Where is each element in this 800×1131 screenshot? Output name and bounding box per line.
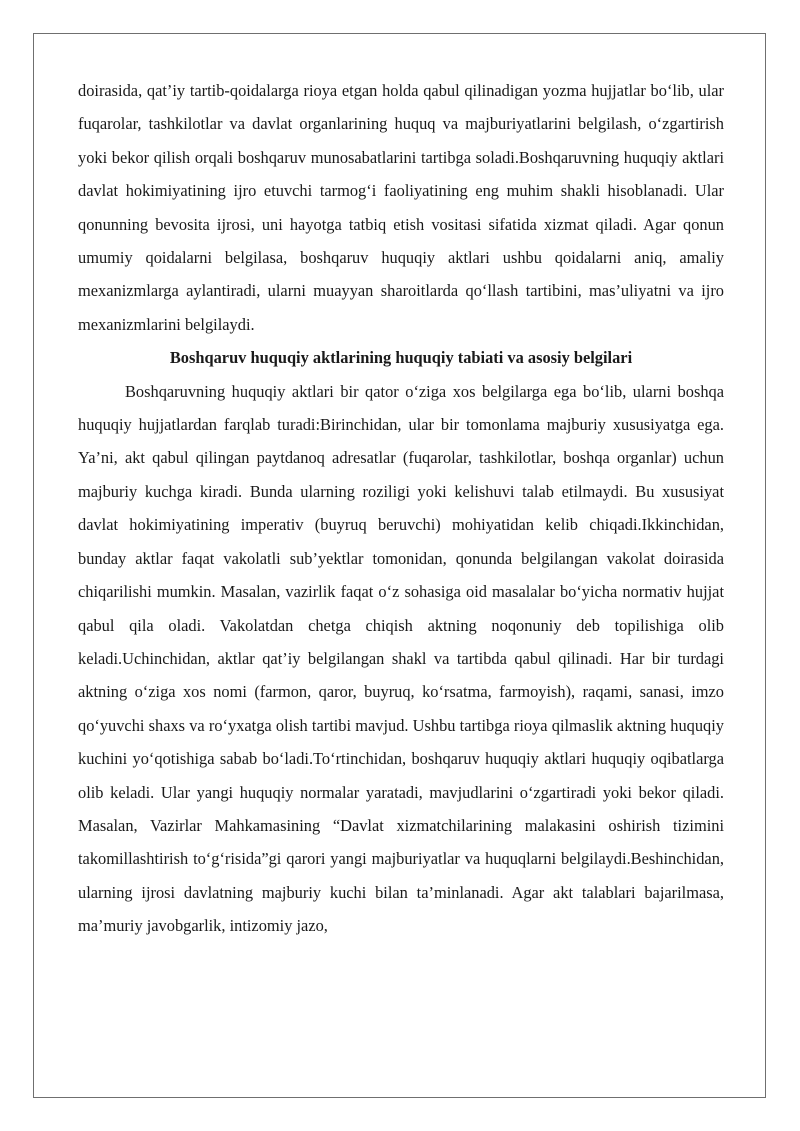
document-body (78, 74, 724, 943)
paragraph-features: Boshqaruvning huquqiy aktlari bir qator o‘ziga xos belgilarga ega bo‘lib, ularni boshqa huquqiy hujjatlardan farqlab turadi:Birinchidan, ular bir tomonlama majburiy xususiyatga ega. Ya’ni, akt qabul qilingan paytdanoq adresatlar (fuqarolar, tashkilotlar, boshqa organlar) uchun majburiy kuchga kiradi. Bunda ularning roziligi yoki kelishuvi talab etilmaydi. Bu xususiyat davlat hokimiyatining imperativ (buyruq beruvchi) mohiyatidan kelib chiqadi.Ikkinchidan, bunday aktlar faqat vakolatli sub’yektlar tomonidan, qonunda belgilangan vakolat doirasida chiqarilishi mumkin. Masalan, vazirlik faqat o‘z sohasiga oid masalalar bo‘yicha normativ hujjat qabul qila oladi. Vakolatdan chetga chiqish aktning noqonuniy deb topilishiga olib keladi.Uchinchidan, aktlar qat’iy belgilangan shakl va tartibda qabul qilinadi. Har bir turdagi aktning o‘ziga xos nomi (farmon, qaror, buyruq, ko‘rsatma, farmoyish), raqami, sanasi, imzo qo‘yuvchi shaxs va ro‘yxatga olish tartibi mavjud. Ushbu tartibga rioya qilmaslik aktning huquqiy kuchini yo‘qotishiga sabab bo‘ladi.To‘rtinchidan, boshqaruv huquqiy aktlari huquqiy oqibatlarga olib keladi. Ular yangi huquqiy normalar yaratadi, mavjudlarini o‘zgartiradi yoki bekor qiladi. Masalan, Vazirlar Mahkamasining “Davlat xizmatchilarining malakasini oshirish tizimini takomillashtirish to‘g‘risida”gi qarori yangi majburiyatlar va huquqlarni belgilaydi.Beshinchidan, ularning ijrosi davlatning majburiy kuchi bilan ta’minlanadi. Agar akt talablari bajarilmasa, ma’muriy javobgarlik, intizomiy jazo, (78, 381, 724, 936)
paragraph-intro: doirasida, qat’iy tartib-qoidalarga rioya etgan holda qabul qilinadigan yozma hujjatlar bo‘lib, ular fuqarolar, tashkilotlar va davlat organlarining huquq va majburiyatlarini belgilash, o‘zgartirish yoki bekor qilish orqali boshqaruv munosabatlarini tartibga soladi.Boshqaruvning huquqiy aktlari davlat hokimiyatining ijro etuvchi tarmog‘i faoliyatining eng muhim shakli hisoblanadi. Ular qonunning bevosita ijrosi, uni hayotga tatbiq etish vositasi sifatida xizmat qiladi. Agar qonun umumiy qoidalarni belgilasa, boshqaruv huquqiy aktlari ushbu qoidalarni aniq, amaliy mexanizmlarga aylantiradi, ularni muayyan sharoitlarda qo‘llash tartibini, mas’uliyatni va ijro mexanizmlarini belgilaydi. (78, 81, 724, 334)
section-heading: Boshqaruv huquqiy aktlarining huquqiy tabiati va asosiy belgilari (169, 348, 633, 368)
